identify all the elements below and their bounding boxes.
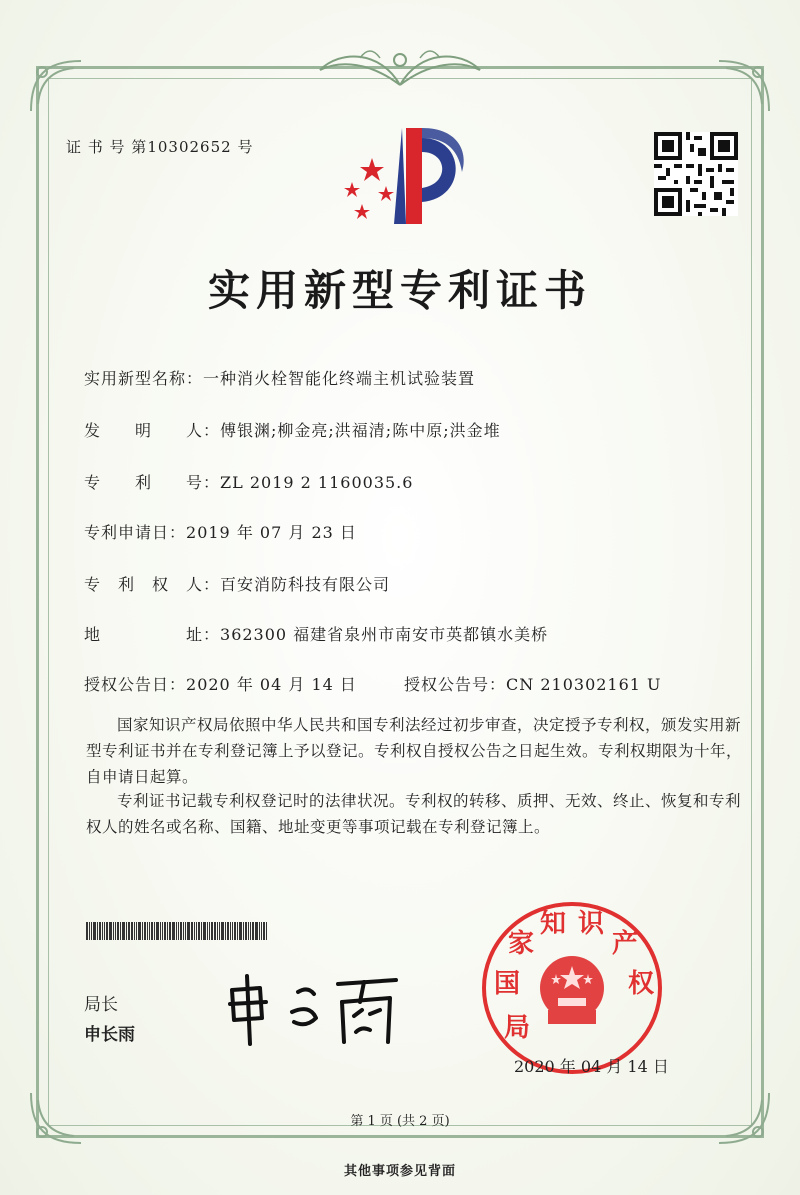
barcode-bar bbox=[91, 922, 92, 940]
footer-note: 其他事项参见背面 bbox=[343, 1164, 456, 1179]
inventors: 发 明 人：傅银渊;柳金亮;洪福清;陈中原;洪金堆 bbox=[84, 421, 501, 440]
address: 地 址：362300 福建省泉州市南安市英都镇水美桥 bbox=[84, 625, 549, 644]
barcode-bar bbox=[113, 922, 114, 940]
svg-text:权: 权 bbox=[628, 969, 655, 999]
barcode-bar bbox=[194, 922, 195, 940]
barcode-bar bbox=[97, 922, 98, 940]
barcode-bar bbox=[219, 922, 220, 940]
barcode-bar bbox=[142, 922, 143, 940]
svg-text:家: 家 bbox=[508, 929, 535, 959]
barcode-bar bbox=[162, 922, 163, 940]
barcode-bar bbox=[217, 922, 218, 940]
barcode-bar bbox=[263, 922, 265, 940]
grant-date: 授权公告日：2020 年 04 月 14 日 bbox=[84, 675, 357, 694]
barcode-bar bbox=[259, 922, 260, 940]
barcode-bar bbox=[250, 922, 251, 940]
barcode-bar bbox=[187, 922, 190, 940]
barcode-bar bbox=[255, 922, 258, 940]
barcode-bar bbox=[266, 922, 267, 940]
patentee: 专 利 权 人：百安消防科技有限公司 bbox=[84, 575, 391, 594]
barcode-bar bbox=[126, 922, 127, 940]
barcode-bar bbox=[160, 922, 161, 940]
barcode-bar bbox=[180, 922, 182, 940]
barcode-bar bbox=[147, 922, 148, 940]
body-paragraph: 国家知识产权局依照中华人民共和国专利法经过初步审查，决定授予专利权，颁发实用新型专利证书并在专利登记簿上予以登记。专利权自授权公告之日起生效。专利权期限为十年，自申请日起算。 bbox=[86, 716, 743, 786]
barcode-bar bbox=[89, 922, 90, 940]
barcode-bar bbox=[106, 922, 108, 940]
barcode-bar bbox=[234, 922, 236, 940]
corner-ornament-icon bbox=[714, 56, 774, 116]
certificate-number: 证 书 号 第10302652 号 bbox=[66, 138, 254, 156]
barcode-bar bbox=[207, 922, 208, 940]
barcode-bar bbox=[154, 922, 155, 940]
barcode-bar bbox=[201, 922, 202, 940]
barcode-bar bbox=[191, 922, 193, 940]
official-seal-icon bbox=[478, 900, 666, 1080]
svg-text:识: 识 bbox=[578, 909, 605, 939]
barcode-bar bbox=[214, 922, 216, 940]
barcode-bar bbox=[198, 922, 200, 940]
barcode-bar bbox=[164, 922, 166, 940]
body-paragraph: 专利证书记载专利权登记时的法律状况。专利权的转移、质押、无效、终止、恢复和专利权人的姓名或名称、国籍、地址变更等事项记载在专利登记簿上。 bbox=[86, 792, 742, 836]
patent-number: 专 利 号：ZL 2019 2 1160035.6 bbox=[84, 473, 414, 492]
barcode-bar bbox=[225, 922, 226, 940]
barcode-bar bbox=[239, 922, 242, 940]
barcode-bar bbox=[115, 922, 116, 940]
barcode-bar bbox=[144, 922, 146, 940]
barcode-bar bbox=[172, 922, 175, 940]
barcode-bar bbox=[120, 922, 121, 940]
barcode-bar bbox=[203, 922, 206, 940]
svg-text:知: 知 bbox=[540, 909, 567, 939]
barcode-icon bbox=[86, 922, 302, 940]
qr-code-icon bbox=[654, 132, 738, 216]
barcode-bar bbox=[245, 922, 247, 940]
barcode-bar bbox=[117, 922, 119, 940]
barcode-bar bbox=[109, 922, 112, 940]
barcode-bar bbox=[156, 922, 159, 940]
barcode-bar bbox=[237, 922, 238, 940]
barcode-bar bbox=[227, 922, 229, 940]
page-indicator: 第 1 页 (共 2 页) bbox=[350, 1114, 450, 1129]
barcode-bar bbox=[122, 922, 125, 940]
director-title: 局长 bbox=[84, 995, 118, 1015]
barcode-bar bbox=[232, 922, 233, 940]
barcode-bar bbox=[209, 922, 210, 940]
cnipa-logo-icon bbox=[336, 124, 468, 228]
barcode-bar bbox=[183, 922, 184, 940]
barcode-bar bbox=[99, 922, 101, 940]
barcode-bar bbox=[261, 922, 262, 940]
barcode-bar bbox=[93, 922, 96, 940]
svg-text:国: 国 bbox=[494, 969, 521, 999]
utility-model-name: 实用新型名称：一种消火栓智能化终端主机试验装置 bbox=[84, 369, 476, 388]
barcode-bar bbox=[243, 922, 244, 940]
svg-text:局: 局 bbox=[504, 1013, 531, 1043]
barcode-bar bbox=[185, 922, 186, 940]
barcode-bar bbox=[221, 922, 224, 940]
top-ornament-icon bbox=[300, 40, 500, 90]
stamp-date: 2020 年 04 月 14 日 bbox=[514, 1057, 669, 1076]
grant-number: 授权公告号：CN 210302161 U bbox=[404, 675, 662, 694]
barcode-bar bbox=[149, 922, 150, 940]
barcode-bar bbox=[196, 922, 197, 940]
page-title: 实用新型专利证书 bbox=[207, 266, 592, 315]
barcode-bar bbox=[138, 922, 141, 940]
barcode-bar bbox=[151, 922, 153, 940]
barcode-bar bbox=[104, 922, 105, 940]
barcode-bar bbox=[169, 922, 171, 940]
barcode-bar bbox=[134, 922, 135, 940]
barcode-bar bbox=[131, 922, 133, 940]
corner-ornament-icon bbox=[26, 56, 86, 116]
barcode-bar bbox=[136, 922, 137, 940]
barcode-bar bbox=[248, 922, 249, 940]
barcode-bar bbox=[86, 922, 88, 940]
barcode-bar bbox=[176, 922, 177, 940]
handwritten-signature-icon bbox=[220, 968, 420, 1048]
filing-date: 专利申请日：2019 年 07 月 23 日 bbox=[84, 523, 357, 542]
barcode-bar bbox=[167, 922, 168, 940]
director-name: 申长雨 bbox=[84, 1025, 135, 1045]
barcode-bar bbox=[102, 922, 103, 940]
svg-text:产: 产 bbox=[612, 929, 639, 959]
barcode-bar bbox=[230, 922, 231, 940]
barcode-bar bbox=[252, 922, 254, 940]
barcode-bar bbox=[128, 922, 130, 940]
barcode-bar bbox=[211, 922, 213, 940]
barcode-bar bbox=[178, 922, 179, 940]
